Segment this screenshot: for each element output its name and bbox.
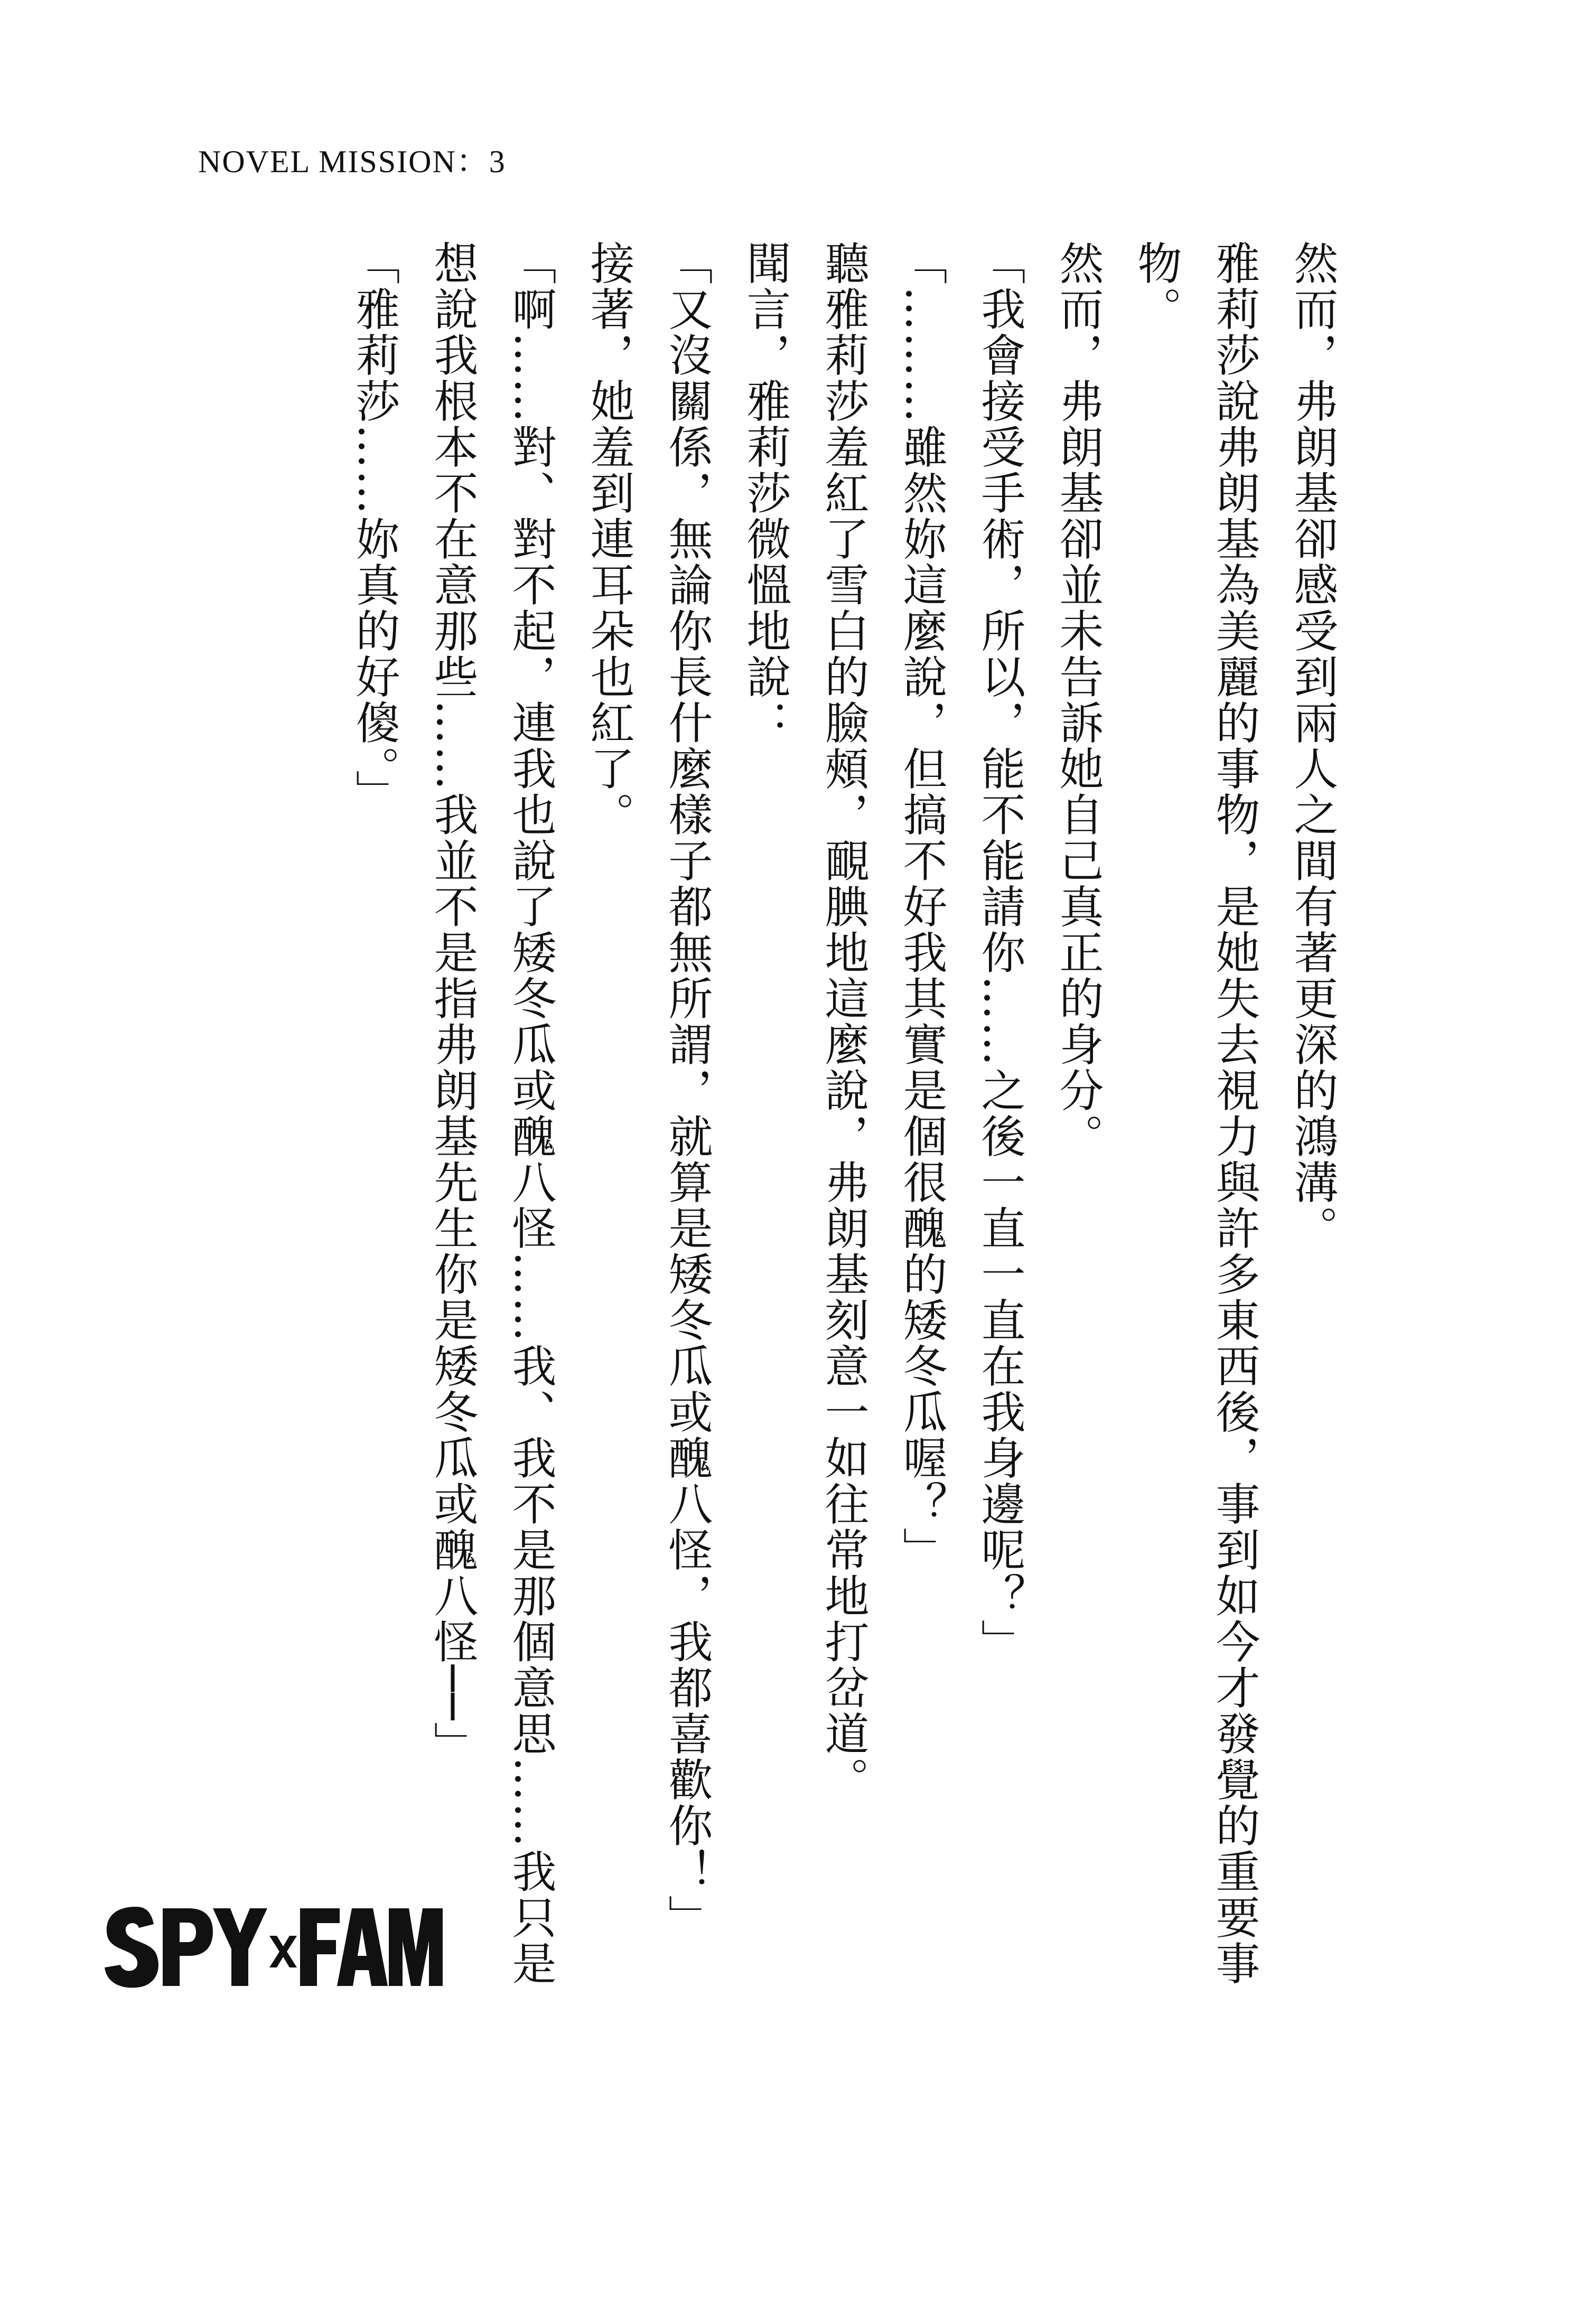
paragraph: 然而，弗朗基卻並未告訴她自己真正的身分。 bbox=[1052, 240, 1104, 1159]
running-header: NOVEL MISSION：3 bbox=[198, 144, 506, 179]
paragraph: 物。 bbox=[1130, 240, 1182, 332]
paragraph: 「雅莉莎……妳真的好傻。」 bbox=[349, 240, 400, 816]
paragraph: 想說我根本不在意那些……我並不是指弗朗基先生你是矮冬瓜或醜八怪──」 bbox=[427, 240, 479, 1768]
paragraph: 「我會接受手術，所以，能不能請你……之後一直一直在我身邊呢？」 bbox=[974, 240, 1026, 1665]
paragraph: 聽雅莉莎羞紅了雪白的臉頰，靦腆地這麼說，弗朗基刻意一如往常地打岔道。 bbox=[818, 240, 870, 1803]
paragraph: 「………雖然妳這麼說，但搞不好我其實是個很醜的矮冬瓜喔？」 bbox=[896, 240, 948, 1573]
paragraph: 然而，弗朗基卻感受到兩人之間有著更深的鴻溝。 bbox=[1287, 240, 1339, 1251]
paragraph: 聞言，雅莉莎微慍地說： bbox=[740, 240, 791, 746]
paragraph: 接著，她羞到連耳朵也紅了。 bbox=[583, 240, 635, 838]
spy-family-logo bbox=[99, 1894, 464, 1994]
paragraph: 雅莉莎說弗朗基為美麗的事物，是她失去視力與許多東西後，事到如今才發覺的重要事 bbox=[1209, 240, 1260, 1986]
paragraph: 「啊……對、對不起，連我也說了矮冬瓜或醜八怪……我、我不是那個意思……我只是 bbox=[505, 240, 557, 1986]
spy-family-logo-graphic bbox=[99, 1894, 464, 1994]
paragraph: 「又沒關係，無論你長什麼樣子都無所謂，就算是矮冬瓜或醜八怪，我都喜歡你！」 bbox=[661, 240, 713, 1941]
novel-body-text bbox=[335, 240, 1352, 2089]
